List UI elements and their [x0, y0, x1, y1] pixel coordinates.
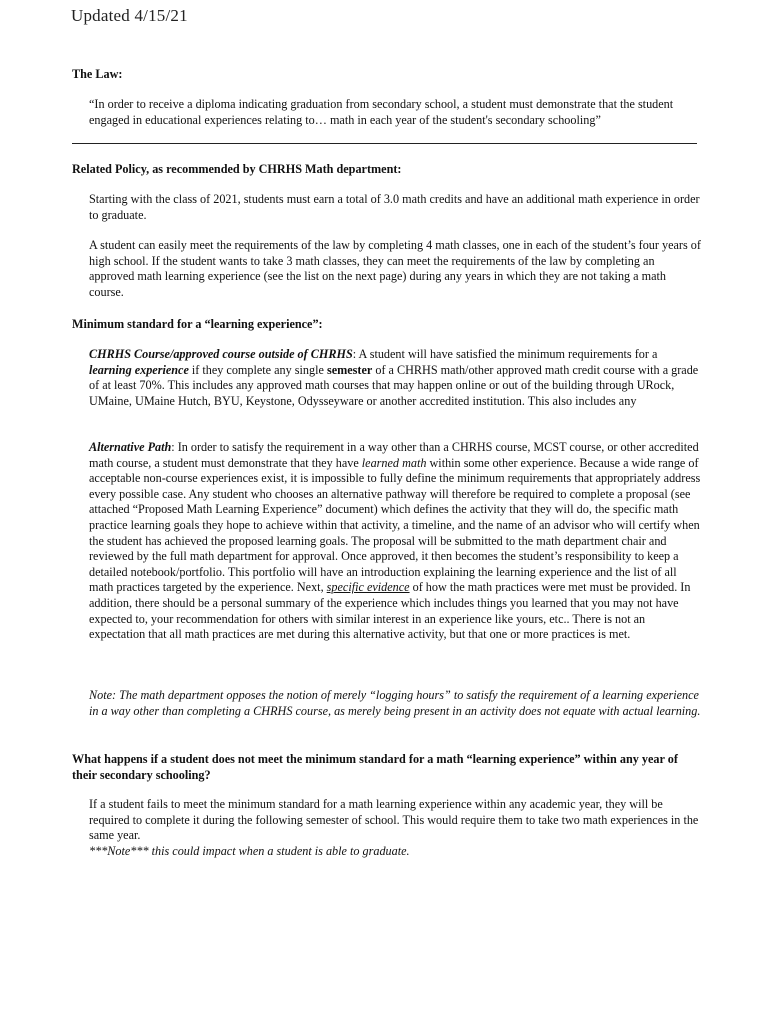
alt-text-a: : In order to satisfy the requirement in a way other than a CHRHS course, MCST course, or other accredited math course, a student must demonstrate that they have — [89, 440, 699, 470]
alternative-path-paragraph — [89, 440, 701, 643]
learning-experience-term: learning experience — [89, 362, 189, 377]
what-happens-paragraph: If a student fails to meet the minimum standard for a math learning experience within any academic year, they will be required to complete it during the following semester of school. This would require them to take two math experiences in the same year. — [89, 797, 699, 843]
divider — [72, 143, 697, 144]
course-text-a: : A student will have satisfied the minimum requirements for a — [352, 347, 658, 361]
course-text-c: of a CHRHS math/other approved math credit course with a grade of at least 70%. This includes any approved math courses that may happen online or out of the building through URock, UMaine, UMaine Hutch, BYU, Keystone, Odysseyware or another accredited institution. This also includes any — [89, 362, 699, 408]
course-label: CHRHS Course/approved course outside of CHRHS — [89, 347, 353, 361]
graduation-note: ***Note*** this could impact when a student is able to graduate. — [89, 844, 410, 858]
law-heading: The Law: — [72, 67, 123, 81]
minimum-standard-heading: Minimum standard for a “learning experience”: — [72, 317, 323, 331]
course-text-b: if they complete any single — [188, 362, 327, 377]
what-happens-heading: What happens if a student does not meet the minimum standard for a math “learning experience” within any year of their secondary schooling? — [72, 752, 678, 782]
alt-text-b: within some other experience. Because a wide range of acceptable non-course experiences exist, it is impossible to fully define the minimum requirements that appropriately address every possible case. Any student who chooses an alternative pathway will therefore be required to complete a proposal (see attached “Proposed Math Learning Experience” document) which defines the activity that they will do, the specific math practice learning goals they hope to achieve within that activity, a timeline, and the name of an advisor who will certify when the student has achieved the proposed learning goals. The proposal will be submitted to the math department chair and reviewed by the full math department for approval. Once approved, it then becomes the student’s responsibility to keep a detailed notebook/portfolio. This portfolio will have an introduction explaining the learning experience and the list of all math practices targeted by the experience. Next, — [89, 455, 701, 595]
alt-text-c: of how the math practices were met must be provided. In addition, there should be a personal summary of the experience which includes things you learned that you may not have expected to, your recommendation for others with similar interest in an experience like yours, etc.. There is not an expectation that all math practices are met during this alternative activity, but that one or more practices is met. — [89, 580, 691, 642]
policy-heading: Related Policy, as recommended by CHRHS Math department: — [72, 162, 402, 176]
policy-paragraph-2: A student can easily meet the requirements of the law by completing 4 math classes, one in each of the student’s four years of high school. If the student wants to take 3 math classes, they can meet the requirements of the law by completing an approved math learning experience (see the list on the next page) during any years in which they are not taking a math course. — [89, 238, 701, 299]
alternative-path-label: Alternative Path — [89, 440, 172, 454]
policy-paragraph-1: Starting with the class of 2021, students must earn a total of 3.0 math credits and have an additional math experience in order to graduate. — [89, 192, 700, 222]
specific-evidence-term: specific evidence — [326, 580, 410, 595]
logging-hours-note: Note: The math department opposes the notion of merely “logging hours” to satisfy the requirement of a learning experience in a way other than completing a CHRHS course, as merely being present in an activity does not equate with actual learning. — [89, 688, 701, 718]
semester-term: semester — [326, 362, 373, 377]
learned-math-term: learned math — [361, 455, 427, 470]
updated-date: Updated 4/15/21 — [71, 6, 188, 25]
course-paragraph — [89, 347, 701, 409]
law-quote: “In order to receive a diploma indicating graduation from secondary school, a student must demonstrate that the student engaged in educational experiences relating to… math in each year of the student's secondary schooling” — [89, 97, 674, 127]
